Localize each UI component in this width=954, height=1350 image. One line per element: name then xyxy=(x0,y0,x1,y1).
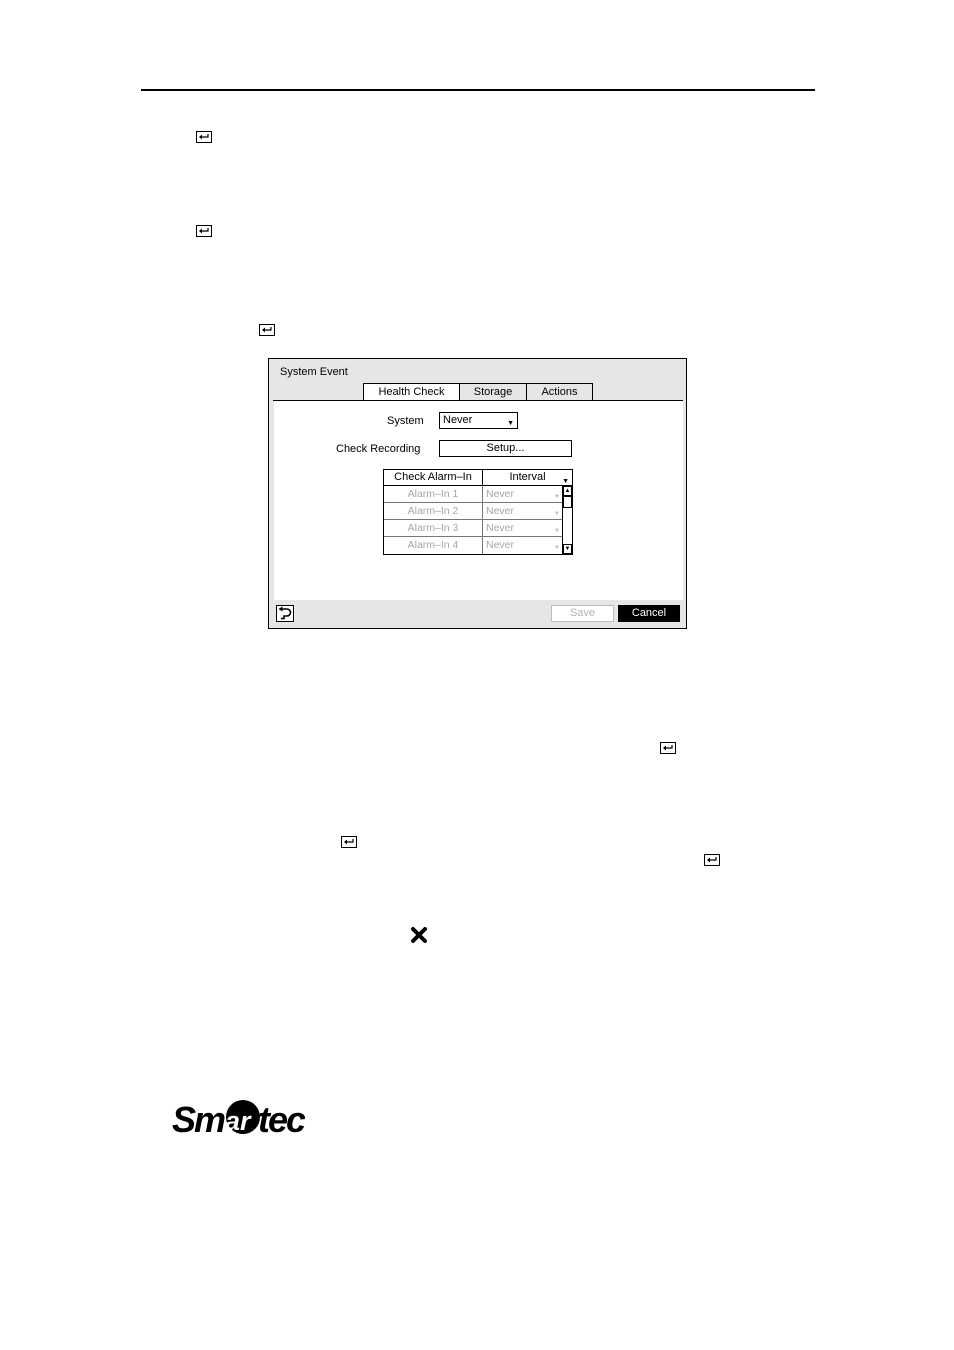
alarm-in-table xyxy=(383,469,573,555)
chevron-down-icon: ▼ xyxy=(554,545,560,551)
smartec-logo xyxy=(170,1093,305,1143)
table-scrollbar[interactable] xyxy=(562,486,572,554)
chevron-down-icon: ▼ xyxy=(507,420,514,427)
system-event-dialog xyxy=(268,358,687,629)
chevron-down-icon: ▼ xyxy=(562,478,569,485)
table-row xyxy=(384,503,562,520)
enter-icon xyxy=(341,836,357,848)
back-button[interactable] xyxy=(276,605,294,622)
scroll-thumb[interactable] xyxy=(563,496,572,508)
chevron-down-icon: ▼ xyxy=(554,494,560,500)
table-row xyxy=(384,486,562,503)
svg-text:Sm: Sm xyxy=(172,1099,225,1140)
enter-icon xyxy=(660,742,676,754)
tab-health-check[interactable]: Health Check xyxy=(363,383,460,401)
save-button[interactable]: Save xyxy=(551,605,614,622)
back-arrow-icon xyxy=(277,606,293,621)
interval-dropdown[interactable] xyxy=(483,486,562,503)
scroll-up-icon[interactable]: ▲ xyxy=(564,488,571,494)
svg-text:ar: ar xyxy=(225,1106,251,1136)
dialog-title: System Event xyxy=(280,366,348,378)
column-header-interval[interactable] xyxy=(483,470,572,486)
system-label: System xyxy=(387,415,424,427)
system-dropdown[interactable] xyxy=(439,412,518,429)
svg-text:tec: tec xyxy=(258,1099,305,1140)
alarm-in-cell[interactable]: Alarm–In 4 xyxy=(384,537,483,554)
alarm-in-cell[interactable]: Alarm–In 3 xyxy=(384,520,483,537)
enter-icon xyxy=(196,131,212,143)
tab-actions[interactable]: Actions xyxy=(526,383,593,400)
interval-dropdown[interactable] xyxy=(483,520,562,537)
interval-value: Never xyxy=(486,505,515,517)
tab-storage[interactable]: Storage xyxy=(459,383,527,400)
table-row xyxy=(384,537,562,554)
enter-icon xyxy=(704,854,720,866)
header-rule xyxy=(141,89,815,91)
scroll-down-icon[interactable]: ▼ xyxy=(564,546,571,552)
interval-value: Never xyxy=(486,522,515,534)
interval-value: Never xyxy=(486,488,515,500)
alarm-in-cell[interactable]: Alarm–In 1 xyxy=(384,486,483,503)
interval-value: Never xyxy=(486,539,515,551)
chevron-down-icon: ▼ xyxy=(554,528,560,534)
interval-dropdown[interactable] xyxy=(483,503,562,520)
system-dropdown-value: Never xyxy=(443,414,473,426)
tab-bar xyxy=(363,383,592,401)
interval-header-label: Interval xyxy=(509,471,546,483)
enter-icon xyxy=(196,225,212,237)
setup-button[interactable]: Setup... xyxy=(439,440,572,457)
x-icon xyxy=(410,926,428,944)
interval-dropdown[interactable] xyxy=(483,537,562,554)
table-row xyxy=(384,520,562,537)
column-header-check-alarm-in[interactable]: Check Alarm–In xyxy=(384,470,483,486)
alarm-in-cell[interactable]: Alarm–In 2 xyxy=(384,503,483,520)
cancel-button[interactable]: Cancel xyxy=(618,605,680,622)
enter-icon xyxy=(259,324,275,336)
chevron-down-icon: ▼ xyxy=(554,511,560,517)
check-recording-label: Check Recording xyxy=(336,443,421,455)
